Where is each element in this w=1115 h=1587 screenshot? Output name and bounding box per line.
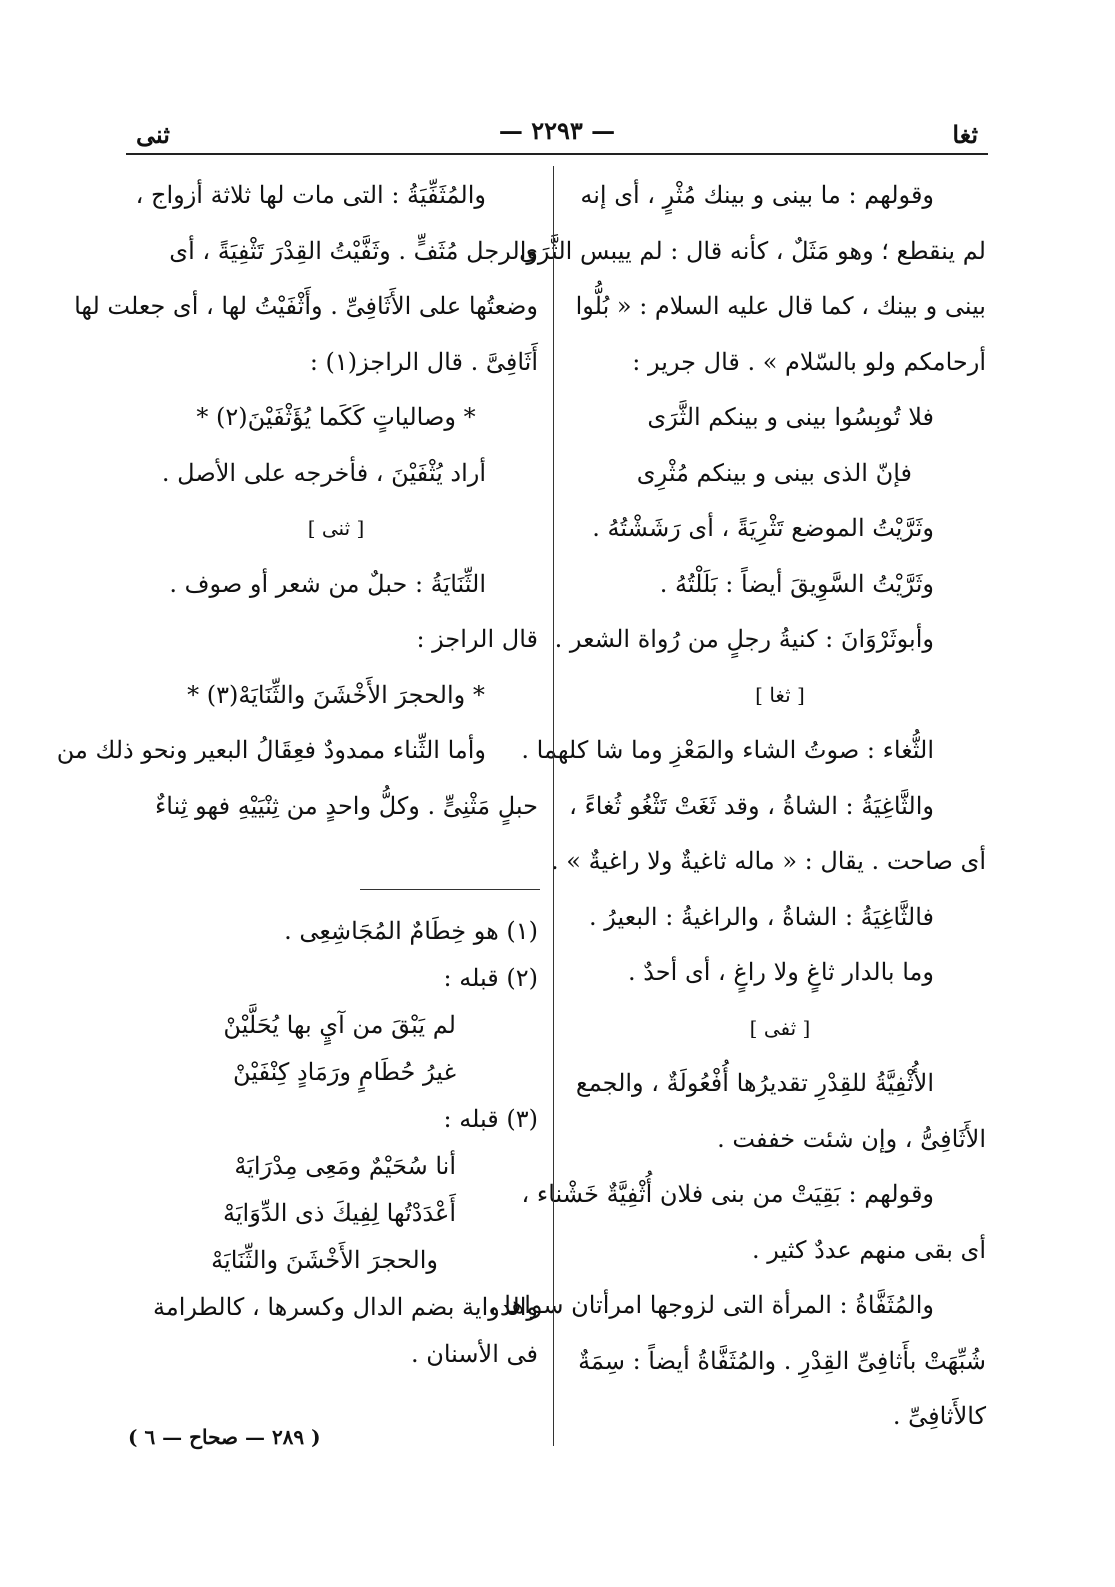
footnote-line: (١) هو خِطَامٌ المُجَاشِعِى . [284,917,538,945]
text-line: وأبوثَرْوَانَ : كنيةُ رجلٍ من رُواة الشعر . [554,625,934,653]
text-line: والرجل مُثَفٍّ . وثَفَّيْتُ القِدْرَ تَثْفِيَةً ، أى [169,236,538,265]
footnotes [134,908,538,1378]
text-line: بينى و بينك ، كما قال عليه السلام : « بُلُّوا [575,292,986,320]
text-line: * وصالياتٍ كَكَما يُؤَثْفَيْنَ(٢) * [196,403,476,431]
text-line: وأما الثِّناء ممدودٌ فعِقَالُ البعير ونحو ذلك من [56,736,486,764]
footnote-rule [360,889,540,890]
text-line: حبلٍ مَثْنِىٍّ . وكلُّ واحدٍ من ثِنْيَيْهِ فهو ثِناءٌ [155,791,538,820]
text-line: كالأَثافِىِّ . [892,1402,986,1430]
footnote-line: فى الأسنان . [410,1340,538,1368]
printer-signature: ( ٢٨٩ — صحاح — ٦ ) [128,1425,321,1449]
text-line: الأُثْفِيَّةُ للقِدْرِ تقديرُها أُفْعُولَةٌ ، والجمع [575,1069,934,1097]
text-line: شُبِّهَتْ بأَثافِىِّ القِدْرِ . والمُثَفَّاةُ أيضاً : سِمَةٌ [578,1346,986,1375]
text-line: * والحجرَ الأَخْشَنَ والثِّنَايَهْ(٣) * [187,680,485,709]
entry-heading: [ ثنى ] [307,516,365,540]
footnote-line: (٢) قبله : [443,964,538,992]
column-separator [553,166,554,1446]
text-line: الأَثَافِىُّ ، وإن شئت خففت . [717,1124,986,1153]
text-line: وثَرَّيْتُ الموضع تَثْرِيَةً ، أى رَشَشْتُهُ . [592,514,934,542]
text-line: وقولهم : بَقِيَتْ من بنى فلان أُثْفِيَّةٌ خَشْناء ، [521,1180,934,1208]
text-line: أراد يُثْفَيْنَ ، فأخرجه على الأصل . [161,458,486,487]
header-left-word: ثنى [136,120,170,149]
text-line: لم ينقطع ؛ وهو مَثَلٌ ، كأنه قال : لم ييبس الثَّرَى [519,236,986,265]
text-line: أَثَافِىَّ . قال الراجز(١) : [309,347,538,376]
text-line: وضعتُها على الأَثَافِىِّ . وأَثْفَيْتُ لها ، أى جعلت لها [74,292,538,320]
text-line: وما بالدار ثاغٍ ولا راغٍ ، أى أحدٌ . [627,958,934,986]
entry-heading: [ ثغا ] [755,682,805,707]
text-line: الثُّغاء : صوتُ الشاء والمَعْزِ وما شا كلهما . [521,736,934,764]
footnote-line: أنا سُحَيْمٌ ومَعِى مِدْرَايَهْ [234,1152,456,1180]
text-line: وثَرَّيْتُ السَّوِيقَ أيضاً : بَلَلْتُهُ . [659,569,934,598]
text-line: فلا تُوبِسُوا بينى و بينكم الثَّرَى [647,403,934,431]
header-rule [126,153,988,155]
footnote-line: لم يَبْقَ من آيٍ بها يُحَلَّيْنْ [223,1011,456,1039]
text-line: قال الراجز : [416,625,538,653]
footnote-line: غيرُ حُطَامٍ ورَمَادٍ كِنْفَيْنْ [233,1058,456,1086]
text-line: والمُثَفَّاةُ : المرأة التى لزوجها امرأتان سواها ، [488,1291,934,1319]
left-column [56,168,538,834]
text-line: فإنّ الذى بينى و بينكم مُثْرِى [636,458,912,487]
text-line: الثِّنَايَةُ : حبلٌ من شعر أو صوف . [169,569,486,598]
text-line: والمُثَفِّيَةُ : التى مات لها ثلاثة أزواج ، [135,181,486,209]
footnote-line: والدواية بضم الدال وكسرها ، كالطرامة [152,1293,538,1321]
text-line: أى صاحت . يقال : « ماله ثاغيةٌ ولا راغيةٌ » . [551,847,986,875]
footnote-line: (٣) قبله : [443,1105,538,1133]
text-line: فالثَّاغِيَةُ : الشاةُ ، والراغيةُ : البعيرُ . [589,902,934,931]
footnote-line: أَعْدَدْتُها لِفِيكَ ذى الدِّوَايَهْ [223,1199,456,1227]
page-number: — ٢٢٩٣ — [498,116,616,145]
text-line: أى بقى منهم عددٌ كثير . [752,1235,986,1264]
header-right-word: ثغا [952,120,978,149]
text-line: أرحامكم ولو بالسّلام » . قال جرير : [632,347,986,376]
text-line: والثَّاغِيَةُ : الشاةُ ، وقد ثَغَتْ تَثْغُو ثُغاءً ، [569,791,934,820]
page-header [128,112,986,152]
text-line: وقولهم : ما بينى و بينك مُثْرٍ ، أى إنه [580,181,934,209]
footnote-line: والحجرَ الأَخْشَنَ والثِّنَايَهْ [211,1246,438,1274]
entry-heading: [ ثفى ] [749,1015,811,1040]
